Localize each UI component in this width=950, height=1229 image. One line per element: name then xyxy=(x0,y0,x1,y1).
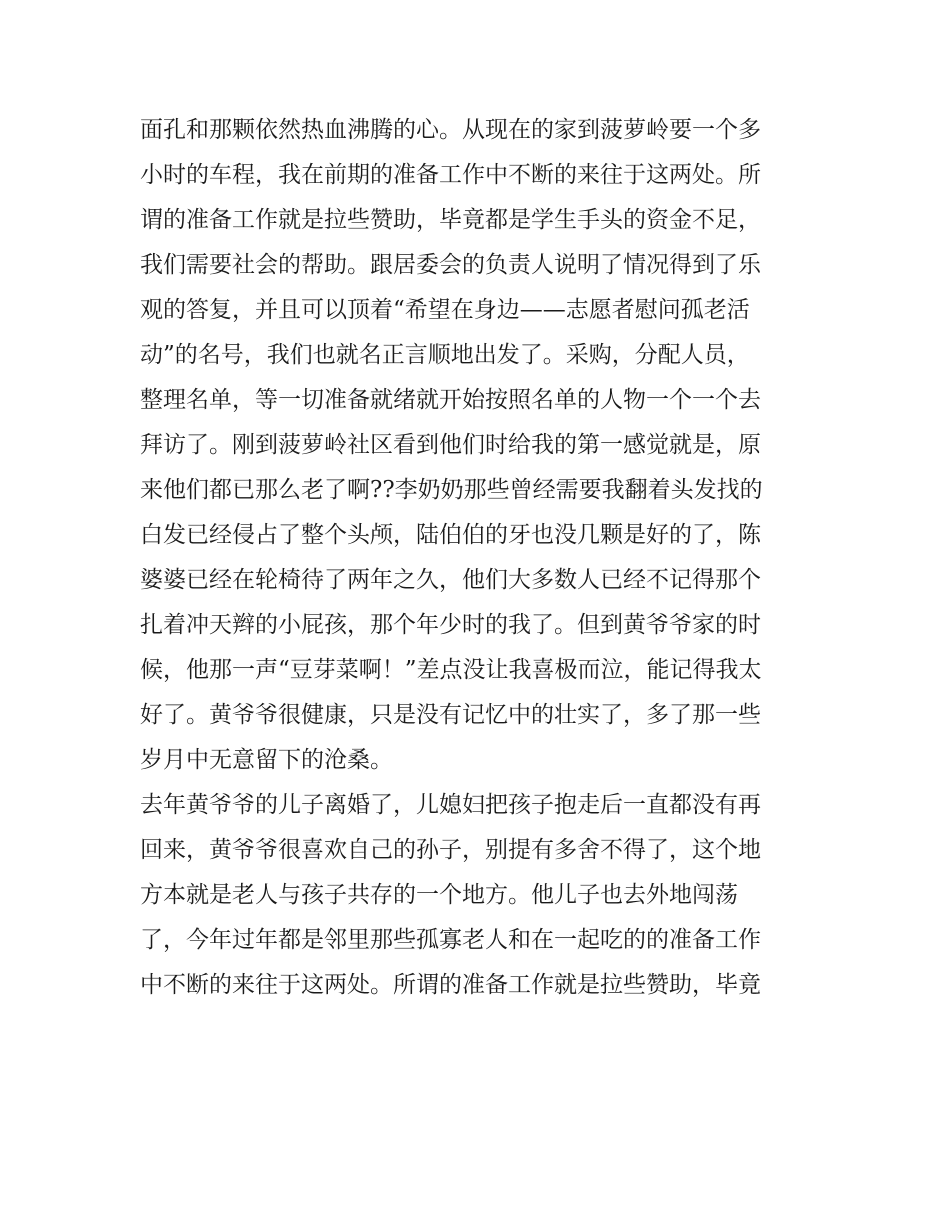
text-line: 白发已经侵占了整个头颅，陆伯伯的牙也没几颗是好的了，陈 xyxy=(140,522,761,548)
text-line: 拜访了。刚到菠萝岭社区看到他们时给我的第一感觉就是，原 xyxy=(140,432,761,458)
text-line: 扎着冲天辫的小屁孩，那个年少时的我了。但到黄爷爷家的时 xyxy=(140,612,761,638)
text-line: 我们需要社会的帮助。跟居委会的负责人说明了情况得到了乐 xyxy=(140,252,761,278)
text-line: 来他们都已那么老了啊??李奶奶那些曾经需要我翻着头发找的 xyxy=(140,477,763,503)
text-line: 谓的准备工作就是拉些赞助，毕竟都是学生手头的资金不足， xyxy=(140,207,761,233)
text-line: 小时的车程，我在前期的准备工作中不断的来往于这两处。所 xyxy=(140,162,761,188)
text-line: 去年黄爷爷的儿子离婚了，儿媳妇把孩子抱走后一直都没有再 xyxy=(140,792,761,818)
text-line: 整理名单，等一切准备就绪就开始按照名单的人物一个一个去 xyxy=(140,387,761,413)
text-line: 候，他那一声“豆芽菜啊！”差点没让我喜极而泣，能记得我太 xyxy=(140,657,762,683)
body-text xyxy=(140,108,830,1008)
text-line: 观的答复，并且可以顶着“希望在身边——志愿者慰问孤老活 xyxy=(140,297,750,323)
text-line: 中不断的来往于这两处。所谓的准备工作就是拉些赞助，毕竟 xyxy=(140,972,761,998)
text-line: 好了。黄爷爷很健康，只是没有记忆中的壮实了，多了那一些 xyxy=(140,702,761,728)
text-line: 动”的名号，我们也就名正言顺地出发了。采购，分配人员， xyxy=(140,342,750,368)
text-line: 方本就是老人与孩子共存的一个地方。他儿子也去外地闯荡 xyxy=(140,882,738,908)
text-line: 了，今年过年都是邻里那些孤寡老人和在一起吃的的准备工作 xyxy=(140,927,761,953)
text-line: 岁月中无意留下的沧桑。 xyxy=(140,747,393,773)
text-line: 面孔和那颗依然热血沸腾的心。从现在的家到菠萝岭要一个多 xyxy=(140,117,761,143)
text-line: 婆婆已经在轮椅待了两年之久，他们大多数人已经不记得那个 xyxy=(140,567,761,593)
text-line: 回来，黄爷爷很喜欢自己的孙子，别提有多舍不得了，这个地 xyxy=(140,837,761,863)
